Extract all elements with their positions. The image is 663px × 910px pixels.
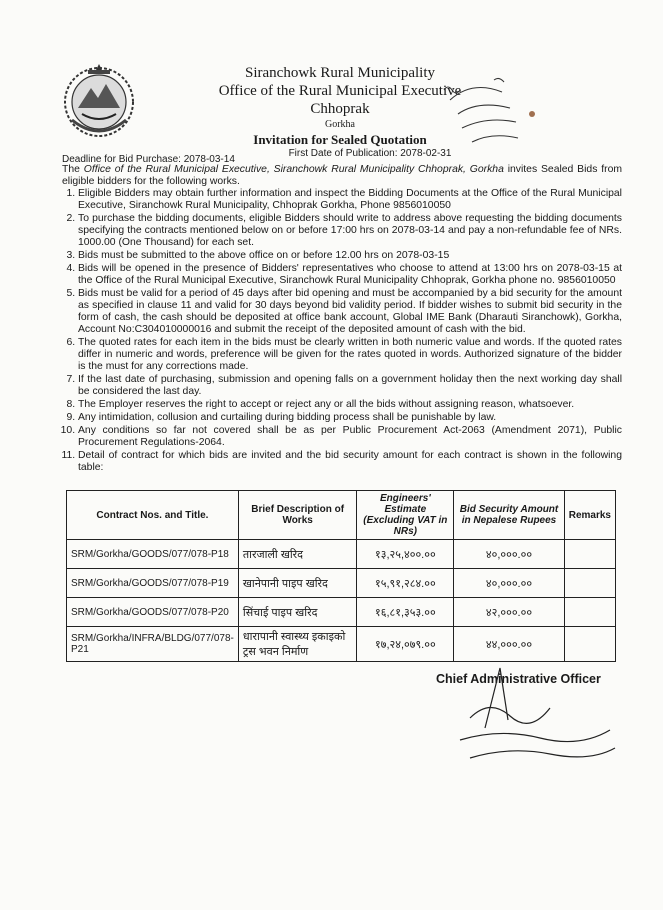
security-value: ४०,०००.०० [454, 569, 564, 598]
work-description: तारजाली खरिद [238, 540, 357, 569]
publication-date: First Date of Publication: 2078-02-31 [288, 148, 452, 159]
estimate-value: १७,२४,०७९.०० [357, 627, 454, 662]
work-description: धारापानी स्वास्थ्य इकाइको ट्रस भवन निर्माण [238, 627, 357, 662]
contract-no: SRM/Gorkha/GOODS/077/078-P18 [67, 540, 239, 569]
clause-item: 5. Bids must be valid for a period of 45 days after bid opening and must be accompanied by a bid security for the amount as specified in clause 11 and valid for 30 days beyond bid validity period. If bidder wishes to submit bid security in the form of cash, the cash should be deposited at office bank account, Global IME Bank (Dharauti Siranchowk), Gorkha, Account No:C304010000016 and submit the receipt of the deposited amount of cash with the bid. [78, 288, 622, 336]
clause-item: 3. Bids must be submitted to the above office on or before 12.00 hrs on 2078-03-15 [78, 250, 622, 262]
signatory-title: Chief Administrative Officer [436, 672, 601, 686]
clause-item: 9. Any intimidation, collusion and curtailing during bidding process shall be punishable by law. [78, 412, 622, 424]
remarks [564, 569, 615, 598]
notice-body [62, 164, 622, 475]
security-value: ४४,०००.०० [454, 627, 564, 662]
estimate-value: १५,९१,२८४.०० [357, 569, 454, 598]
table-row [67, 569, 616, 598]
municipality-name: Siranchowk Rural Municipality [245, 65, 435, 81]
office-stamp [432, 70, 550, 166]
clause-item: 1. Eligible Bidders may obtain further information and inspect the Bidding Documents at the Office of the Rural Municipal Executive, Siranchowk Rural Municipality, Chhoprak Gorkha, Phone 9856010050 [78, 188, 622, 212]
table-row [67, 598, 616, 627]
office-name: Office of the Rural Municipal Executive [218, 83, 462, 99]
table-row [67, 540, 616, 569]
clause-item: 8. The Employer reserves the right to accept or reject any or all the bids without assigning reason, whatsoever. [78, 399, 622, 411]
col-estimate: Engineers' Estimate (Excluding VAT in NRs) [357, 491, 454, 540]
security-value: ४०,०००.०० [454, 540, 564, 569]
clause-item: 11. Detail of contract for which bids are invited and the bid security amount for each contract is shown in the following table: [78, 450, 622, 474]
clause-item: 10. Any conditions so far not covered shall be as per Public Procurement Act-2063 (Amendment 2071), Public Procurement Regulations-2064. [78, 425, 622, 449]
intro-pre: The [62, 164, 84, 175]
work-description: खानेपानी पाइप खरिद [238, 569, 357, 598]
deadline: Deadline for Bid Purchase: 2078-03-14 [62, 154, 235, 165]
office-location: Chhoprak [310, 101, 370, 117]
intro-post: invites Sealed Bids from eligible bidders for the following works. [62, 164, 623, 187]
contract-no: SRM/Gorkha/GOODS/077/078-P19 [67, 569, 239, 598]
remarks [564, 540, 615, 569]
district: Gorkha [325, 119, 355, 130]
clause-list [62, 188, 622, 474]
estimate-value: १६,८१,३५३.०० [357, 598, 454, 627]
clause-item: 2. To purchase the bidding documents, eligible Bidders should write to address above requesting the bidding documents specifying the contracts mentioned below on or before 17:00 hrs on 2078-03-14 and pay a non-refundable fee of NRs. 1000.00 (One Thousand) for each set. [78, 213, 622, 249]
security-value: ४२,०००.०० [454, 598, 564, 627]
col-description: Brief Description of Works [238, 491, 357, 540]
work-description: सिंचाई पाइप खरिद [238, 598, 357, 627]
table-header-row [67, 491, 616, 540]
contract-no: SRM/Gorkha/INFRA/BLDG/077/078-P21 [67, 627, 239, 662]
government-emblem [58, 58, 140, 142]
table-row [67, 627, 616, 662]
intro-text [62, 164, 622, 188]
contract-no: SRM/Gorkha/GOODS/077/078-P20 [67, 598, 239, 627]
intro-office: Office of the Rural Municipal Executive, Siranchowk Rural Municipality Chhoprak, Gorkha [83, 164, 504, 175]
remarks [564, 598, 615, 627]
clause-item: 6. The quoted rates for each item in the bids must be clearly written in both numeric value and words. If the quoted rates differ in numeric and words, preference will be given for the rates quoted in words. Authorized signature of the bidder is the must for any corrections made. [78, 337, 622, 373]
estimate-value: १३,२५,४००.०० [357, 540, 454, 569]
col-bid-security: Bid Security Amount in Nepalese Rupees [454, 491, 564, 540]
col-contract-no: Contract Nos. and Title. [67, 491, 239, 540]
contract-table [66, 490, 616, 662]
page-title: Invitation for Sealed Quotation [253, 132, 427, 147]
handwritten-signature [440, 658, 620, 768]
remarks [564, 627, 615, 662]
clause-item: 4. Bids will be opened in the presence of Bidders' representatives who choose to attend at 13:00 hrs on 2078-03-15 at the Office of the Rural Municipal Executive, Siranchowk Rural Municipality Chhoprak, Gorkha phone no. 9856010050 [78, 263, 622, 287]
col-remarks: Remarks [564, 491, 615, 540]
clause-item: 7. If the last date of purchasing, submission and opening falls on a government holiday then the next working day shall be considered the last day. [78, 374, 622, 398]
